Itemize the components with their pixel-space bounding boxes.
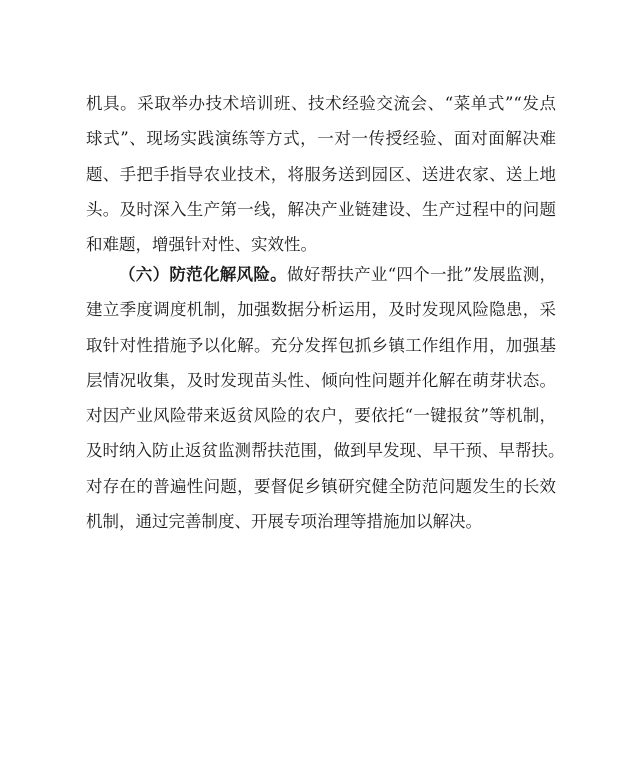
text-line: 对存在的普遍性问题，要督促乡镇研究健全防范问题发生的长效 [86,476,556,496]
text-line: 头。及时深入生产第一线，解决产业链建设、生产过程中的问题 [86,199,556,219]
text-line: 机具。采取举办技术培训班、技术经验交流会、“菜单式”“发点 [86,94,556,113]
text-line: 层情况收集，及时发现苗头性、倾向性问题并化解在萌芽状态。 [86,370,556,390]
text-line: 题、手把手指导农业技术，将服务送到园区、送进农家、送上地 [86,164,556,184]
text-line: 建立季度调度机制，加强数据分析运用，及时发现风险隐患，采 [86,300,556,320]
text-line: 球式”、现场实践演练等方式，一对一传授经验、面对面解决难 [86,129,556,149]
text-line: 机制，通过完善制度、开展专项治理等措施加以解决。 [86,512,482,532]
text-line: 对因产业风险带来返贫风险的农户，要依托“一键报贫”等机制， [86,406,556,426]
text-line: 取针对性措施予以化解。充分发挥包抓乡镇工作组作用，加强基 [86,335,556,355]
section-heading: （六）防范化解风险。 [119,265,287,284]
text-run: 做好帮扶产业“四个一批”发展监测， [286,265,557,284]
text-line: 和难题，增强针对性、实效性。 [86,235,317,255]
text-line-first [86,257,556,292]
paragraph-continuation [86,86,556,262]
text-line: 及时纳入防止返贫监测帮扶范围，做到早发现、早干预、早帮扶。 [86,441,565,461]
paragraph-risk-prevention [86,257,565,539]
